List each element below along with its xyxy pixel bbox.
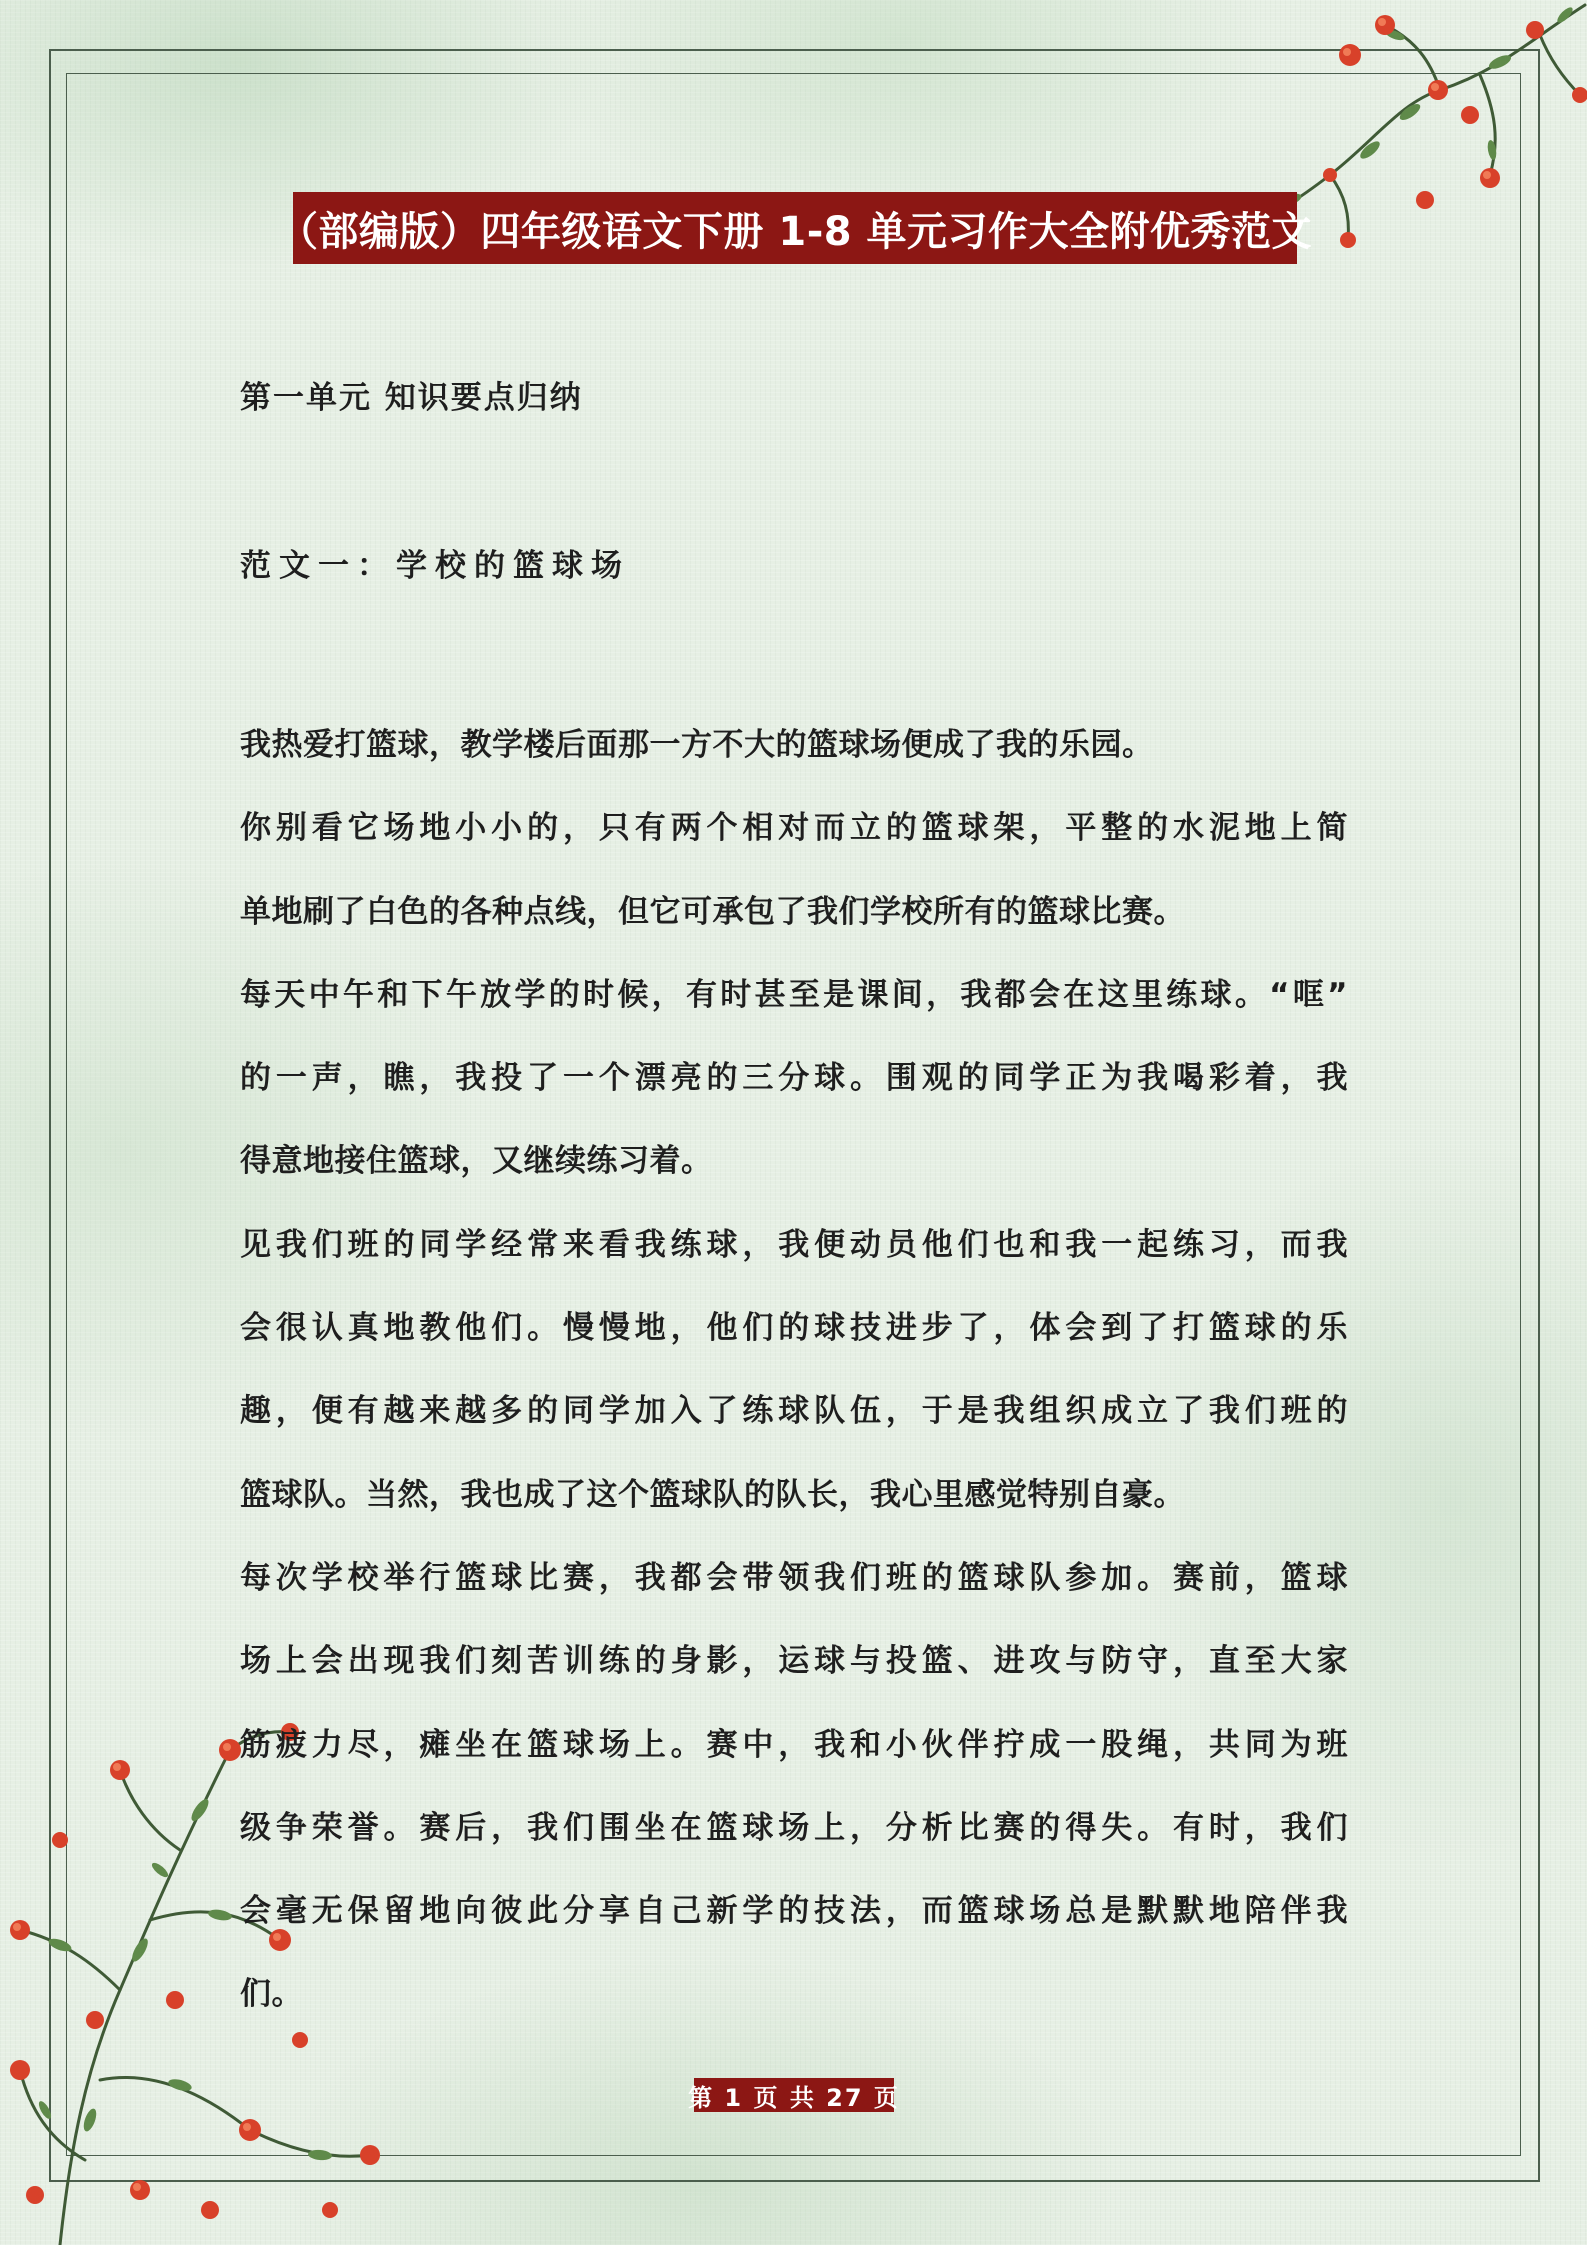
text-line: 趣，便有越来越多的同学加入了练球队伍，于是我组织成立了我们班的	[240, 1393, 1348, 1430]
text-line: 会很认真地教他们。慢慢地，他们的球技进步了，体会到了打篮球的乐	[240, 1310, 1348, 1347]
text-line: 级争荣誉。赛后，我们围坐在篮球场上，分析比赛的得失。有时，我们	[240, 1809, 1348, 1846]
page-number-badge	[688, 2078, 900, 2112]
text-line: 见我们班的同学经常来看我练球，我便动员他们也和我一起练习，而我	[240, 1226, 1348, 1263]
section-heading: 第一单元 知识要点归纳	[240, 380, 583, 416]
text-line: 单地刷了白色的各种点线，但它可承包了我们学校所有的篮球比赛。	[240, 893, 1185, 930]
essay-text	[240, 704, 1348, 2037]
text-line: 每次学校举行篮球比赛，我都会带领我们班的篮球队参加。赛前，篮球	[240, 1559, 1348, 1596]
text-line: 篮球队。当然，我也成了这个篮球队的队长，我心里感觉特别自豪。	[240, 1476, 1185, 1513]
text-line: 得意地接住篮球，又继续练习着。	[240, 1143, 713, 1180]
essay-title: 范文一：学校的篮球场	[240, 548, 630, 584]
text-line: 场上会出现我们刻苦训练的身影，运球与投篮、进攻与防守，直至大家	[240, 1643, 1348, 1680]
document-title: （部编版）四年级语文下册 1-8 单元习作大全附优秀范文	[277, 208, 1313, 255]
text-line: 每天中午和下午放学的时候，有时甚至是课间，我都会在这里练球。“哐”	[240, 976, 1348, 1013]
text-line: 的一声，瞧，我投了一个漂亮的三分球。围观的同学正为我喝彩着，我	[240, 1060, 1348, 1097]
text-line: 会毫无保留地向彼此分享自己新学的技法，而篮球场总是默默地陪伴我	[240, 1893, 1348, 1930]
document-title-banner	[277, 192, 1313, 264]
text-line: 们。	[240, 1976, 303, 2013]
text-line: 我热爱打篮球，教学楼后面那一方不大的篮球场便成了我的乐园。	[240, 727, 1154, 763]
text-line: 筋疲力尽，瘫坐在篮球场上。赛中，我和小伙伴拧成一股绳，共同为班	[240, 1726, 1348, 1763]
page-number: 第 1 页 共 27 页	[688, 2083, 900, 2112]
text-line: 你别看它场地小小的，只有两个相对而立的篮球架，平整的水泥地上简	[240, 810, 1348, 847]
